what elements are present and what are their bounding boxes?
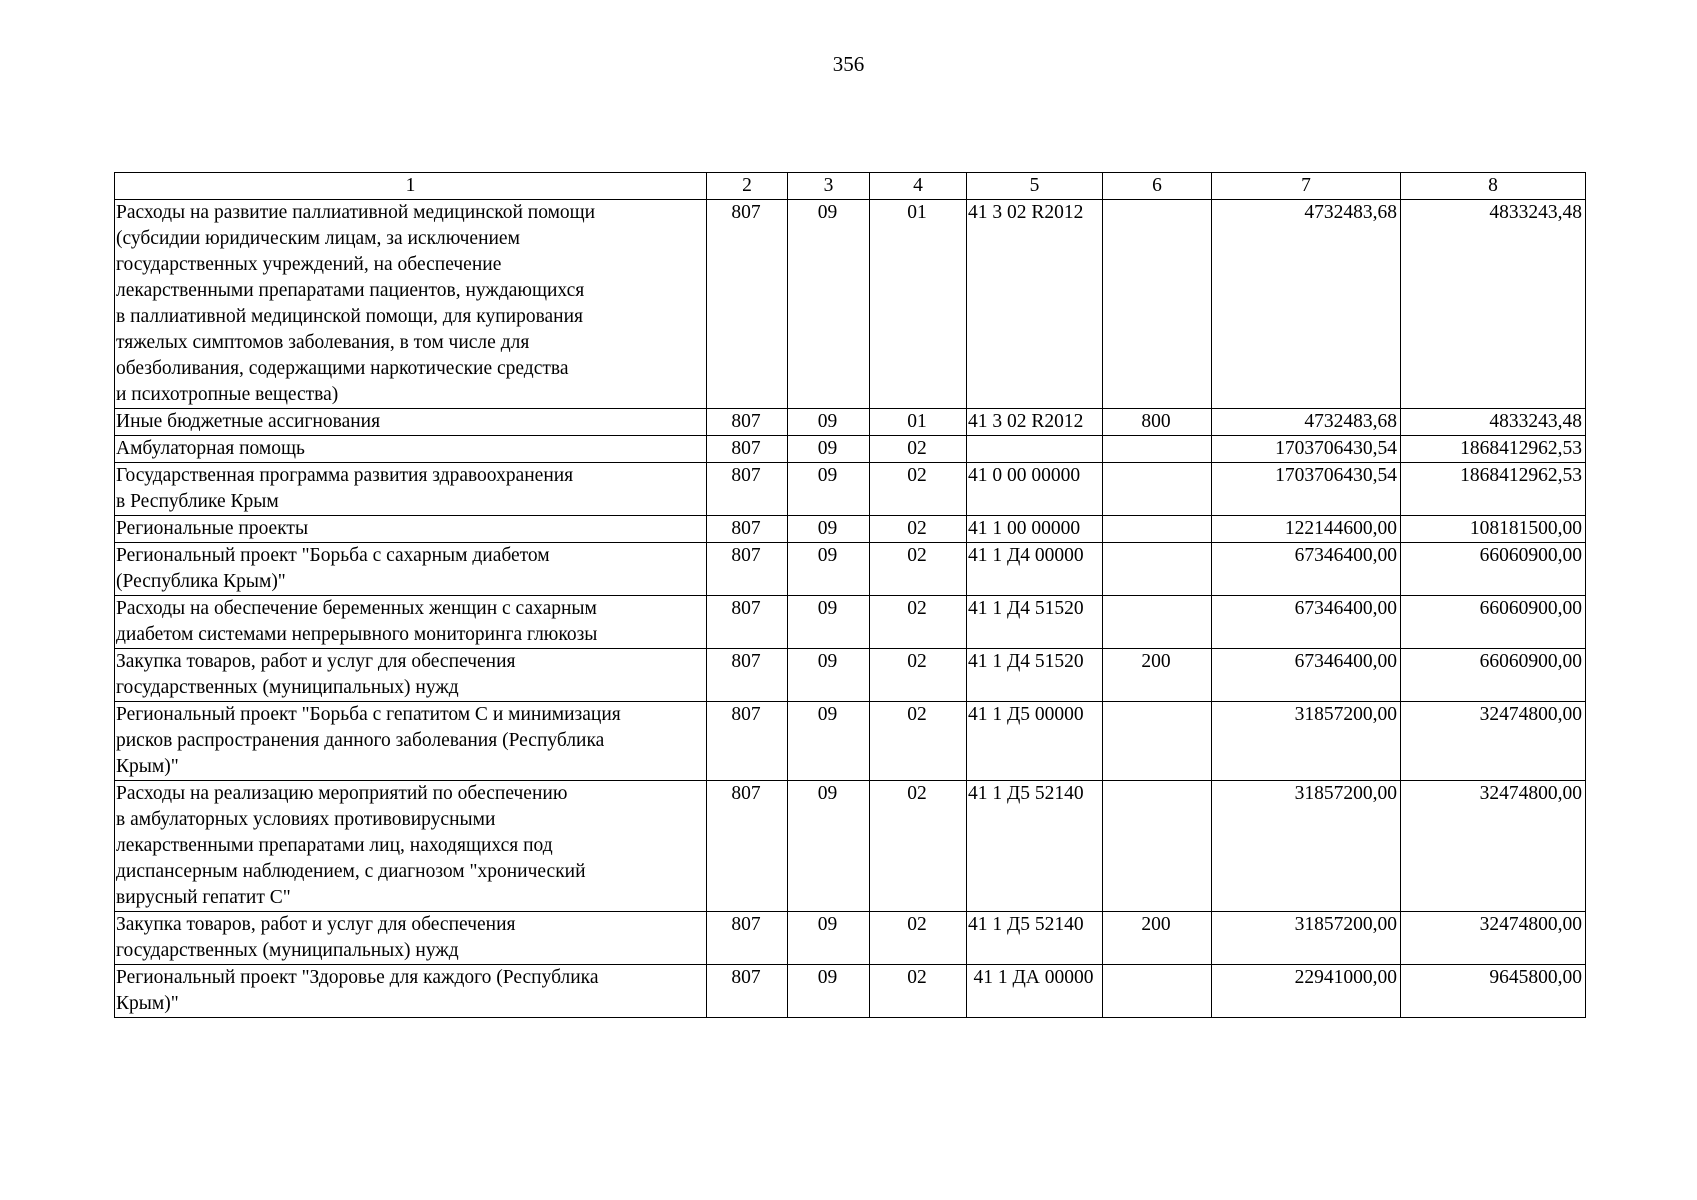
target-article-cell: 41 1 Д5 52140 [967,781,1103,912]
grbs-code-cell: 807 [707,409,788,436]
expense-name-cell [115,702,707,781]
expense-name-line: тяжелых симптомов заболевания, в том числе для [116,332,530,353]
expense-name-line: вирусный гепатит С" [116,887,291,908]
subsection-code-cell: 02 [870,781,967,912]
target-article-cell: 41 1 Д5 00000 [967,702,1103,781]
grbs-code-cell: 807 [707,543,788,596]
grbs-code-cell: 807 [707,965,788,1018]
expense-type-cell [1103,516,1212,543]
expense-name-line: в Республике Крым [116,491,279,512]
expense-type-cell [1103,702,1212,781]
amount-year-1-cell: 67346400,00 [1212,596,1401,649]
grbs-code-cell: 807 [707,200,788,409]
expense-name-cell [115,409,707,436]
amount-year-2-cell: 108181500,00 [1401,516,1586,543]
section-code-cell: 09 [788,596,870,649]
page-number: 356 [832,52,865,76]
grbs-code-cell: 807 [707,596,788,649]
amount-year-1-cell: 31857200,00 [1212,781,1401,912]
table-row [115,409,1586,436]
section-code-cell: 09 [788,409,870,436]
subsection-code-cell: 02 [870,649,967,702]
amount-year-1-cell: 1703706430,54 [1212,463,1401,516]
amount-year-2-cell: 66060900,00 [1401,543,1586,596]
amount-year-2-cell: 32474800,00 [1401,702,1586,781]
table-row [115,463,1586,516]
expense-name-cell [115,200,707,409]
section-code-cell: 09 [788,516,870,543]
subsection-code-cell: 02 [870,702,967,781]
expense-type-cell: 200 [1103,912,1212,965]
amount-year-2-cell: 1868412962,53 [1401,463,1586,516]
target-article-cell: 41 1 00 00000 [967,516,1103,543]
expense-name-line: Государственная программа развития здравоохранения [116,465,574,486]
expense-name-cell [115,516,707,543]
table-row [115,200,1586,409]
grbs-code-cell: 807 [707,781,788,912]
subsection-code-cell: 02 [870,912,967,965]
amount-year-2-cell: 4833243,48 [1401,200,1586,409]
expense-name-line: Амбулаторная помощь [116,438,305,459]
expense-name-line: Иные бюджетные ассигнования [116,411,381,432]
target-article-cell [967,436,1103,463]
column-header: 7 [1212,173,1401,200]
subsection-code-cell: 02 [870,543,967,596]
expense-name-line: Расходы на развитие паллиативной медицинской помощи [116,202,596,223]
expense-name-line: Региональный проект "Здоровье для каждого (Республика [116,967,599,988]
expense-type-cell [1103,781,1212,912]
amount-year-2-cell: 32474800,00 [1401,912,1586,965]
section-code-cell: 09 [788,543,870,596]
subsection-code-cell: 02 [870,463,967,516]
grbs-code-cell: 807 [707,463,788,516]
target-article-cell: 41 1 Д4 00000 [967,543,1103,596]
expense-name-line: Крым)" [116,756,179,777]
expense-name-line: Крым)" [116,993,179,1014]
expense-name-cell [115,596,707,649]
expense-name-line: государственных учреждений, на обеспечение [116,254,502,275]
table-row [115,965,1586,1018]
table-row [115,781,1586,912]
table-row [115,516,1586,543]
table-body [115,173,1586,1018]
expense-name-cell [115,965,707,1018]
amount-year-1-cell: 22941000,00 [1212,965,1401,1018]
expense-name-line: (Республика Крым)" [116,571,286,592]
amount-year-2-cell: 32474800,00 [1401,781,1586,912]
column-header: 2 [707,173,788,200]
column-header: 1 [115,173,707,200]
expense-name-cell [115,436,707,463]
grbs-code-cell: 807 [707,702,788,781]
expense-name-line: диспансерным наблюдением, с диагнозом "хронический [116,861,586,882]
expense-name-line: Закупка товаров, работ и услуг для обеспечения [116,651,516,672]
amount-year-1-cell: 67346400,00 [1212,543,1401,596]
table-row [115,649,1586,702]
table-row [115,596,1586,649]
expense-name-line: и психотропные вещества) [116,384,339,405]
section-code-cell: 09 [788,702,870,781]
target-article-cell: 41 3 02 R2012 [967,409,1103,436]
expense-type-cell: 200 [1103,649,1212,702]
grbs-code-cell: 807 [707,516,788,543]
subsection-code-cell: 01 [870,409,967,436]
expense-name-line: государственных (муниципальных) нужд [116,940,459,961]
target-article-cell: 41 1 Д4 51520 [967,649,1103,702]
expense-name-line: Региональный проект "Борьба с гепатитом С и минимизация [116,704,621,725]
column-header: 6 [1103,173,1212,200]
column-header: 3 [788,173,870,200]
expense-name-cell [115,649,707,702]
amount-year-2-cell: 1868412962,53 [1401,436,1586,463]
expense-name-line: рисков распространения данного заболевания (Республика [116,730,605,751]
amount-year-1-cell: 1703706430,54 [1212,436,1401,463]
amount-year-1-cell: 122144600,00 [1212,516,1401,543]
section-code-cell: 09 [788,965,870,1018]
amount-year-1-cell: 4732483,68 [1212,200,1401,409]
expense-type-cell [1103,463,1212,516]
table-row [115,702,1586,781]
subsection-code-cell: 02 [870,436,967,463]
subsection-code-cell: 02 [870,965,967,1018]
budget-table [114,172,1586,1018]
table-row [115,436,1586,463]
expense-name-line: Закупка товаров, работ и услуг для обеспечения [116,914,516,935]
expense-name-line: лекарственными препаратами пациентов, нуждающихся [116,280,585,301]
section-code-cell: 09 [788,200,870,409]
expense-name-line: государственных (муниципальных) нужд [116,677,459,698]
expense-name-line: Расходы на реализацию мероприятий по обеспечению [116,783,568,804]
column-header: 5 [967,173,1103,200]
section-code-cell: 09 [788,912,870,965]
expense-type-cell [1103,543,1212,596]
expense-name-cell [115,781,707,912]
amount-year-2-cell: 66060900,00 [1401,596,1586,649]
section-code-cell: 09 [788,649,870,702]
expense-name-line: в паллиативной медицинской помощи, для купирования [116,306,584,327]
amount-year-2-cell: 9645800,00 [1401,965,1586,1018]
subsection-code-cell: 02 [870,596,967,649]
expense-name-line: диабетом системами непрерывного мониторинга глюкозы [116,624,598,645]
grbs-code-cell: 807 [707,436,788,463]
table-row [115,543,1586,596]
expense-name-cell [115,543,707,596]
expense-name-line: Региональный проект "Борьба с сахарным диабетом [116,545,550,566]
amount-year-2-cell: 66060900,00 [1401,649,1586,702]
expense-type-cell [1103,200,1212,409]
subsection-code-cell: 02 [870,516,967,543]
expense-type-cell [1103,596,1212,649]
expense-name-line: (субсидии юридическим лицам, за исключением [116,228,520,249]
column-header: 8 [1401,173,1586,200]
amount-year-2-cell: 4833243,48 [1401,409,1586,436]
table-row [115,912,1586,965]
amount-year-1-cell: 31857200,00 [1212,912,1401,965]
expense-type-cell [1103,436,1212,463]
grbs-code-cell: 807 [707,649,788,702]
expense-name-line: Региональные проекты [116,518,309,539]
section-code-cell: 09 [788,463,870,516]
expense-name-line: лекарственными препаратами лиц, находящихся под [116,835,553,856]
grbs-code-cell: 807 [707,912,788,965]
expense-name-line: в амбулаторных условиях противовирусными [116,809,496,830]
amount-year-1-cell: 67346400,00 [1212,649,1401,702]
target-article-cell: 41 3 02 R2012 [967,200,1103,409]
amount-year-1-cell: 31857200,00 [1212,702,1401,781]
section-code-cell: 09 [788,436,870,463]
section-code-cell: 09 [788,781,870,912]
column-header: 4 [870,173,967,200]
expense-name-cell [115,463,707,516]
subsection-code-cell: 01 [870,200,967,409]
expense-name-line: обезболивания, содержащими наркотические средства [116,358,569,379]
expense-name-line: Расходы на обеспечение беременных женщин с сахарным [116,598,597,619]
expense-name-cell [115,912,707,965]
expense-type-cell: 800 [1103,409,1212,436]
expense-type-cell [1103,965,1212,1018]
target-article-cell: 41 0 00 00000 [967,463,1103,516]
target-article-cell: 41 1 Д5 52140 [967,912,1103,965]
column-header-row [115,173,1586,200]
target-article-cell: 41 1 ДА 00000 [967,965,1103,1018]
target-article-cell: 41 1 Д4 51520 [967,596,1103,649]
amount-year-1-cell: 4732483,68 [1212,409,1401,436]
